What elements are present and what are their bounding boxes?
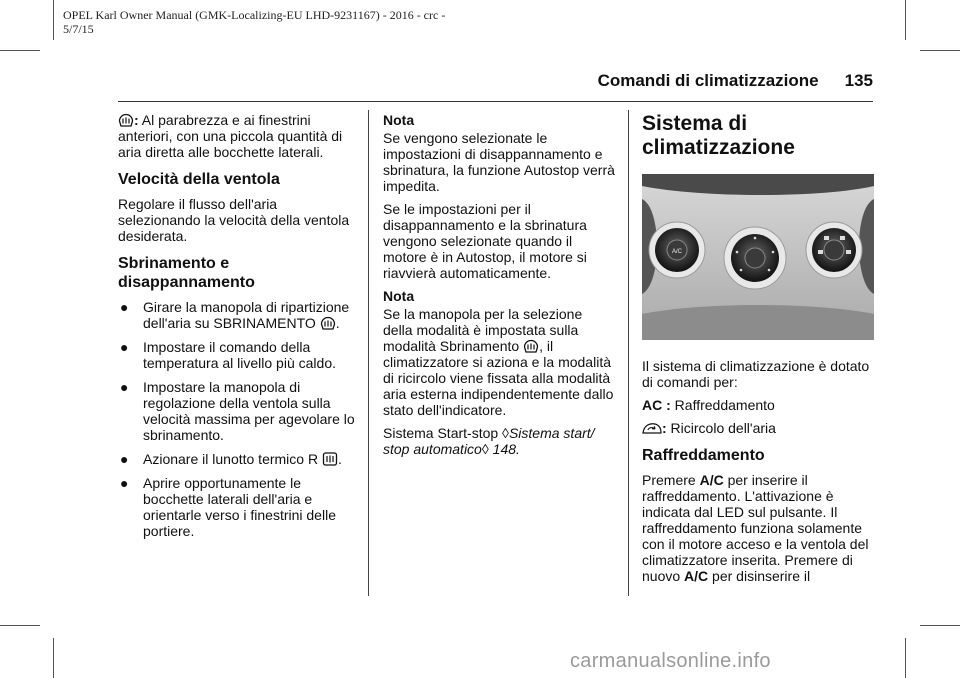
intro-paragraph — [118, 112, 356, 160]
running-header — [598, 71, 873, 91]
cross-reference-icon: ◊ — [481, 441, 489, 457]
bullet-dot: ● — [120, 379, 129, 395]
note-text: Se vengono selezionate le impostazioni di disappannamento e sbrinatura, la funzione Autostop verrà impedita. — [383, 130, 615, 194]
ac-knob-label: A/C — [671, 249, 683, 255]
ac-text: Raffreddamento — [670, 397, 775, 413]
cooling-text — [642, 472, 874, 584]
bullet-text-end: . — [335, 315, 340, 331]
bullet-text: Impostare la manopola di regolazione della ventola sulla velocità massima per agevolare lo sbrinamento. — [143, 379, 355, 443]
note-text — [383, 306, 615, 418]
crop-mark — [905, 0, 906, 40]
cooling-text-part: Premere — [642, 472, 700, 488]
crop-mark — [53, 638, 54, 678]
list-item — [118, 451, 356, 467]
bullet-text-end: . — [337, 451, 342, 467]
crop-mark — [920, 625, 960, 626]
ac-label: AC : — [642, 397, 671, 413]
fan-speed-text: Regolare il flusso dell'aria selezionando la velocità della ventola desiderata. — [118, 196, 350, 244]
recirculation-text: Ricircolo dell'aria — [666, 420, 776, 436]
ac-button-label: A/C — [684, 568, 709, 584]
print-metadata — [63, 8, 523, 36]
column-divider — [628, 110, 629, 596]
crop-mark — [53, 0, 54, 40]
ac-button-label: A/C — [699, 472, 724, 488]
cooling-heading: Raffreddamento — [642, 447, 765, 464]
recirculation-definition — [642, 420, 874, 436]
section-title: Comandi di climatizzazione — [597, 71, 819, 90]
ac-definition — [642, 397, 874, 413]
cooling-text-part: per disinserire il — [708, 568, 811, 584]
column-3 — [642, 112, 874, 591]
print-metadata-line2: 5/7/15 — [63, 22, 94, 36]
bullet-dot: ● — [120, 451, 129, 467]
bullet-dot: ● — [120, 475, 129, 491]
column-2 — [383, 112, 615, 464]
note-label: Nota — [383, 288, 415, 304]
column-1 — [118, 112, 356, 547]
crop-mark — [0, 625, 40, 626]
crop-mark — [920, 50, 960, 51]
reference-text: Sistema Start-stop — [383, 425, 503, 441]
cross-reference-icon: ◊ — [502, 425, 509, 441]
defrost-icon — [118, 112, 134, 128]
defrost-icon — [523, 338, 539, 354]
bullet-dot: ● — [120, 299, 129, 315]
crop-mark — [905, 638, 906, 678]
note-text-part: , il climatizzatore si aziona e la modalità di ricircolo viene fissata alla modalità aria esterna indipendentemente dallo stato dell'indicatore. — [383, 338, 614, 418]
cooling-text-part: per inserire il raffreddamento. L'attivazione è indicata dal LED sul pulsante. Il raffreddamento funziona solamente con il motore acceso e la ventola del climatizzatore inserita. Premere di nuovo — [642, 472, 869, 584]
recirculation-label: : — [662, 420, 667, 436]
list-item — [118, 379, 356, 443]
reference-link[interactable]: Sistema start/ stop automatico — [383, 425, 595, 457]
column-divider — [368, 110, 369, 596]
watermark: carmanualsonline.info — [570, 650, 771, 672]
reference-page: 148. — [488, 441, 520, 457]
defrost-steps — [118, 299, 356, 539]
fan-speed-heading: Velocità della ventola — [118, 171, 280, 188]
bullet-text: Azionare il lunotto termico R — [143, 451, 319, 467]
list-item — [118, 475, 356, 539]
crop-mark — [0, 50, 40, 51]
climate-control-panel-photo — [642, 174, 874, 340]
header-rule — [118, 101, 873, 102]
bullet-dot: ● — [120, 339, 129, 355]
bullet-text: Impostare il comando della temperatura al livello più caldo. — [143, 339, 336, 371]
start-stop-reference — [383, 425, 615, 457]
note-label: Nota — [383, 112, 415, 128]
bullet-text: Aprire opportunamente le bocchette laterali dell'aria e orientarle verso i finestrini delle portiere. — [143, 475, 336, 539]
intro-text: Al parabrezza e ai finestrini anteriori, con una piccola quantità di aria diretta alle bocchette laterali. — [118, 112, 343, 160]
print-metadata-line1: OPEL Karl Owner Manual (GMK-Localizing-EU LHD-9231167) - 2016 - crc - — [63, 8, 446, 22]
bullet-text: Girare la manopola di ripartizione dell'aria su SBRINAMENTO — [143, 299, 350, 331]
list-item — [118, 299, 356, 331]
note-text: Se le impostazioni per il disappannamento e la sbrinatura vengono selezionate quando il motore è in Autostop, il motore si riavvierà automaticamente. — [383, 201, 587, 281]
page-number: 135 — [844, 71, 873, 90]
defrost-heading: Sbrinamento e disappannamento — [118, 255, 255, 291]
defrost-icon — [320, 315, 336, 331]
list-item — [118, 339, 356, 371]
system-intro: Il sistema di climatizzazione è dotato di comandi per: — [642, 358, 870, 390]
section-heading: Sistema di climatizzazione — [642, 112, 795, 159]
rear-window-heater-icon — [322, 451, 338, 467]
note-text-part: Se la manopola per la selezione della modalità è impostata sulla modalità Sbrinamento — [383, 306, 583, 354]
recirculation-icon — [642, 422, 662, 436]
intro-label: : — [134, 112, 139, 128]
